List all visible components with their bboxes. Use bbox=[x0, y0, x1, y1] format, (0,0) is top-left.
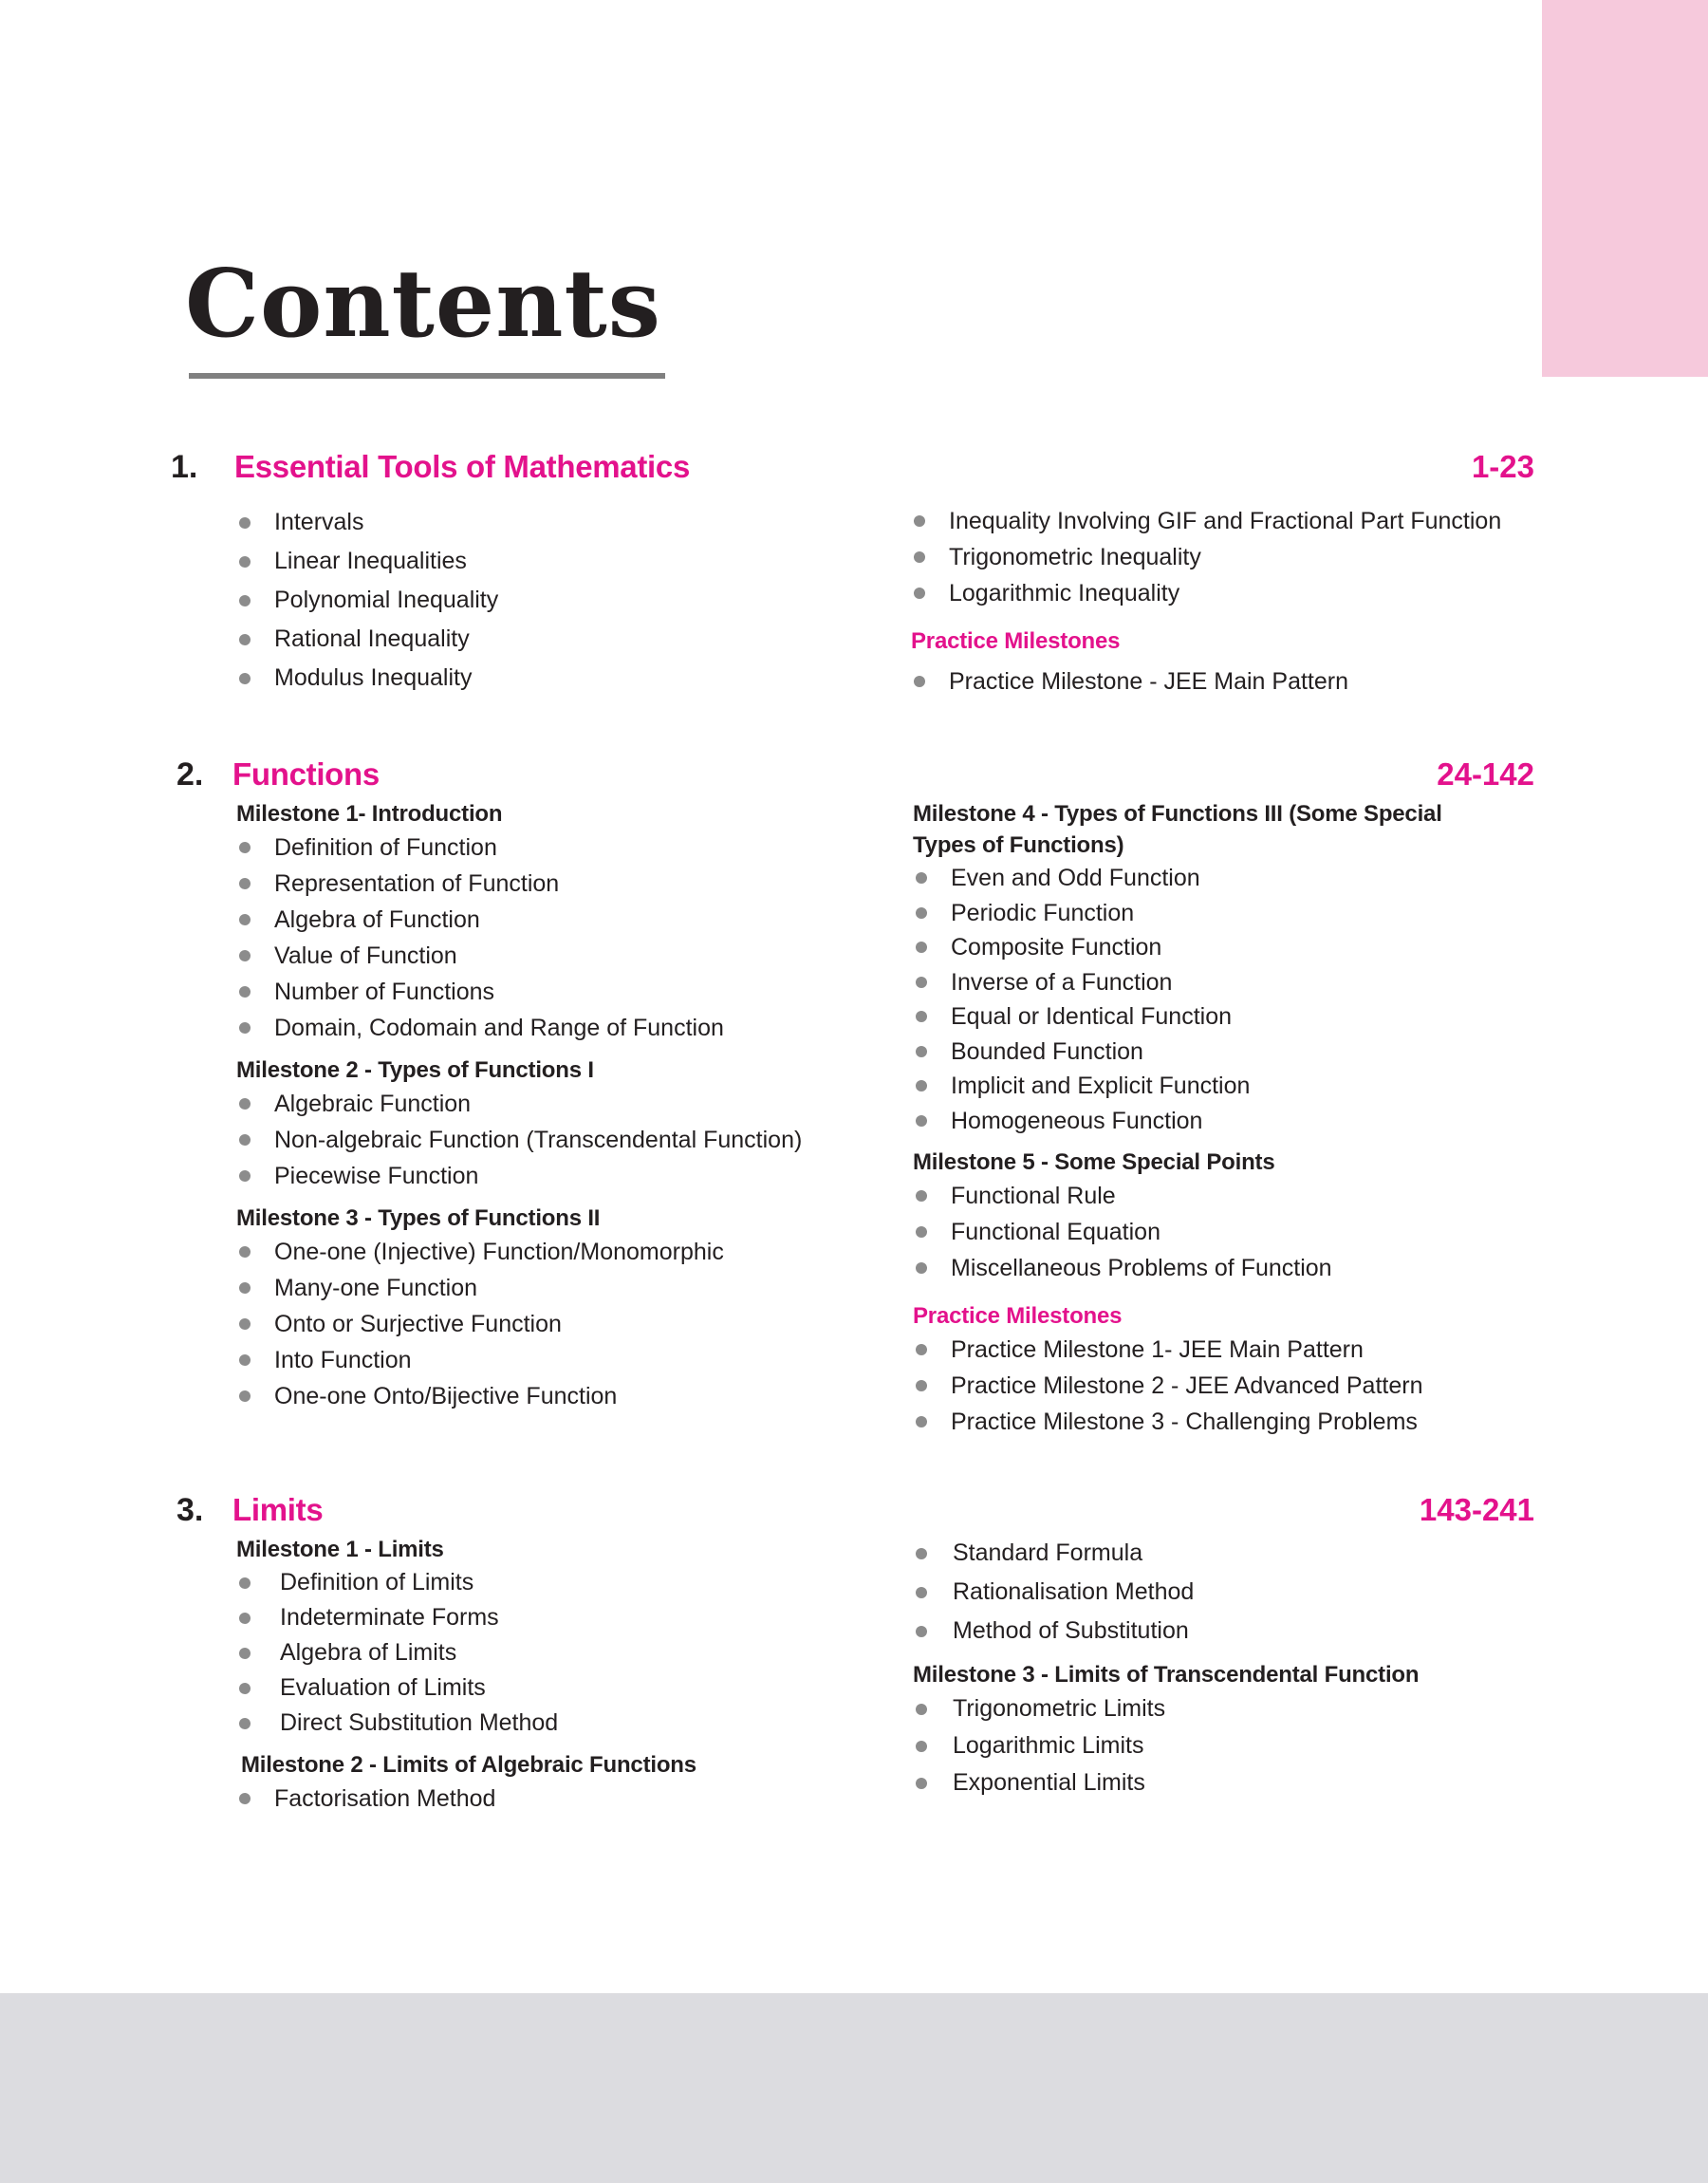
bullet-icon bbox=[916, 1416, 927, 1427]
bullet-icon bbox=[916, 907, 927, 919]
bullet-icon bbox=[916, 1011, 927, 1022]
toc-item[interactable]: One-one Onto/Bijective Function bbox=[236, 1378, 882, 1414]
milestone-heading: Milestone 3 - Limits of Transcendental Function bbox=[913, 1662, 1420, 1688]
bullet-icon bbox=[916, 1115, 927, 1127]
toc-item[interactable]: Polynomial Inequality bbox=[236, 581, 853, 620]
toc-item[interactable]: Logarithmic Inequality bbox=[911, 575, 1537, 611]
bullet-icon bbox=[239, 1246, 251, 1258]
toc-item[interactable]: Factorisation Method bbox=[236, 1781, 882, 1817]
chapter-page-range: 143-241 bbox=[1419, 1492, 1534, 1527]
chapter-2-right-column bbox=[913, 798, 1539, 1440]
bullet-icon bbox=[239, 1318, 251, 1330]
bullet-icon bbox=[239, 950, 251, 961]
toc-item[interactable]: Trigonometric Limits bbox=[913, 1690, 1539, 1727]
toc-item[interactable]: Modulus Inequality bbox=[236, 659, 853, 698]
chapter-number: 1. bbox=[171, 449, 198, 485]
milestone-heading: Milestone 1- Introduction bbox=[236, 801, 503, 827]
chapter-title: Limits bbox=[232, 1492, 324, 1527]
toc-item[interactable]: Intervals bbox=[236, 503, 853, 542]
chapter-1-right-column bbox=[911, 503, 1537, 700]
milestone-heading: Milestone 1 - Limits bbox=[236, 1537, 444, 1562]
toc-item[interactable]: Algebra of Function bbox=[236, 902, 882, 938]
bullet-icon bbox=[239, 914, 251, 925]
chapter-number: 2. bbox=[176, 756, 204, 793]
bullet-icon bbox=[914, 588, 925, 599]
toc-item[interactable]: Evaluation of Limits bbox=[236, 1670, 882, 1706]
bullet-icon bbox=[916, 1190, 927, 1202]
milestone-heading-line: Types of Functions) bbox=[913, 832, 1124, 858]
bullet-icon bbox=[239, 1718, 251, 1729]
toc-item[interactable]: Bounded Function bbox=[913, 1035, 1539, 1070]
bullet-icon bbox=[916, 1548, 927, 1559]
toc-item[interactable]: Rationalisation Method bbox=[913, 1573, 1539, 1612]
toc-item[interactable]: Domain, Codomain and Range of Function bbox=[236, 1010, 882, 1046]
corner-tab bbox=[1542, 0, 1708, 377]
toc-item[interactable]: Into Function bbox=[236, 1342, 882, 1378]
chapter-title: Functions bbox=[232, 756, 380, 792]
toc-item[interactable]: Exponential Limits bbox=[913, 1764, 1539, 1801]
toc-item[interactable]: Algebra of Limits bbox=[236, 1635, 882, 1670]
bullet-icon bbox=[914, 676, 925, 687]
bullet-icon bbox=[239, 1098, 251, 1110]
bullet-icon bbox=[916, 872, 927, 884]
bullet-icon bbox=[916, 942, 927, 953]
bullet-icon bbox=[239, 634, 251, 645]
bullet-icon bbox=[239, 595, 251, 606]
chapter-3-header[interactable] bbox=[0, 1486, 1708, 1534]
bullet-icon bbox=[239, 1282, 251, 1294]
milestone-heading-line: Milestone 4 - Types of Functions III (Some Special bbox=[913, 801, 1442, 827]
bullet-icon bbox=[916, 1704, 927, 1715]
toc-item[interactable]: Practice Milestone 3 - Challenging Problems bbox=[913, 1404, 1539, 1440]
bullet-icon bbox=[914, 551, 925, 563]
toc-item[interactable]: Rational Inequality bbox=[236, 620, 853, 659]
toc-item[interactable]: Functional Equation bbox=[913, 1214, 1539, 1250]
toc-item[interactable]: Representation of Function bbox=[236, 866, 882, 902]
bullet-icon bbox=[916, 1626, 927, 1637]
bullet-icon bbox=[916, 1741, 927, 1752]
bullet-icon bbox=[239, 517, 251, 529]
bullet-icon bbox=[239, 1613, 251, 1624]
toc-item[interactable]: Number of Functions bbox=[236, 974, 882, 1010]
toc-item[interactable]: Algebraic Function bbox=[236, 1086, 882, 1122]
milestone-heading: Milestone 2 - Limits of Algebraic Functions bbox=[241, 1752, 696, 1778]
bullet-icon bbox=[239, 1683, 251, 1694]
toc-item[interactable]: Composite Function bbox=[913, 930, 1539, 965]
bullet-icon bbox=[914, 515, 925, 527]
toc-item[interactable]: Definition of Limits bbox=[236, 1565, 882, 1600]
toc-item[interactable]: Non-algebraic Function (Transcendental Function) bbox=[236, 1122, 882, 1158]
toc-item[interactable]: Miscellaneous Problems of Function bbox=[913, 1250, 1539, 1286]
bullet-icon bbox=[239, 842, 251, 853]
toc-item[interactable]: Piecewise Function bbox=[236, 1158, 882, 1194]
chapter-title: Essential Tools of Mathematics bbox=[234, 449, 691, 484]
practice-milestones-heading: Practice Milestones bbox=[913, 1303, 1123, 1329]
bullet-icon bbox=[239, 1648, 251, 1659]
toc-item[interactable]: One-one (Injective) Function/Monomorphic bbox=[236, 1234, 882, 1270]
milestone-heading: Milestone 2 - Types of Functions I bbox=[236, 1057, 594, 1083]
toc-item[interactable]: Homogeneous Function bbox=[913, 1104, 1539, 1139]
chapter-page-range: 1-23 bbox=[1471, 449, 1534, 484]
bullet-icon bbox=[916, 1380, 927, 1391]
bullet-icon bbox=[916, 977, 927, 988]
bullet-icon bbox=[239, 673, 251, 684]
chapter-3-left-column bbox=[236, 1534, 882, 1817]
bullet-icon bbox=[239, 1793, 251, 1804]
bullet-icon bbox=[239, 1354, 251, 1366]
bullet-icon bbox=[239, 986, 251, 998]
bullet-icon bbox=[239, 878, 251, 889]
bullet-icon bbox=[239, 1134, 251, 1146]
chapter-number: 3. bbox=[176, 1492, 204, 1528]
bullet-icon bbox=[916, 1778, 927, 1789]
toc-item[interactable]: Practice Milestone 2 - JEE Advanced Pattern bbox=[913, 1368, 1539, 1404]
toc-item[interactable]: Linear Inequalities bbox=[236, 542, 853, 581]
toc-item[interactable]: Method of Substitution bbox=[913, 1612, 1539, 1651]
bullet-icon bbox=[239, 1022, 251, 1034]
bullet-icon bbox=[239, 1577, 251, 1589]
toc-item[interactable]: Many-one Function bbox=[236, 1270, 882, 1306]
title-underline bbox=[189, 373, 665, 379]
toc-item[interactable]: Definition of Function bbox=[236, 830, 882, 866]
toc-item[interactable]: Inverse of a Function bbox=[913, 965, 1539, 1000]
toc-item[interactable]: Even and Odd Function bbox=[913, 861, 1539, 896]
toc-item[interactable]: Equal or Identical Function bbox=[913, 999, 1539, 1035]
chapter-2-left-column bbox=[236, 798, 882, 1414]
toc-item[interactable]: Implicit and Explicit Function bbox=[913, 1069, 1539, 1104]
bullet-icon bbox=[916, 1080, 927, 1092]
toc-item[interactable]: Practice Milestone 1- JEE Main Pattern bbox=[913, 1332, 1539, 1368]
chapter-page-range: 24-142 bbox=[1437, 756, 1534, 792]
chapter-2-header[interactable] bbox=[0, 751, 1708, 798]
chapter-1-left-column bbox=[236, 503, 853, 698]
bullet-icon bbox=[239, 556, 251, 568]
practice-milestones-heading: Practice Milestones bbox=[911, 628, 1121, 654]
bullet-icon bbox=[916, 1587, 927, 1598]
toc-item[interactable]: Value of Function bbox=[236, 938, 882, 974]
toc-item[interactable]: Periodic Function bbox=[913, 896, 1539, 931]
toc-item[interactable]: Indeterminate Forms bbox=[236, 1600, 882, 1635]
toc-item[interactable]: Onto or Surjective Function bbox=[236, 1306, 882, 1342]
bullet-icon bbox=[239, 1390, 251, 1402]
toc-item[interactable]: Trigonometric Inequality bbox=[911, 539, 1537, 575]
bullet-icon bbox=[916, 1046, 927, 1057]
toc-item[interactable]: Direct Substitution Method bbox=[236, 1706, 882, 1741]
chapter-1-header[interactable] bbox=[0, 443, 1708, 491]
milestone-heading bbox=[913, 798, 1539, 861]
toc-item[interactable]: Functional Rule bbox=[913, 1178, 1539, 1214]
bullet-icon bbox=[239, 1170, 251, 1182]
milestone-heading: Milestone 5 - Some Special Points bbox=[913, 1149, 1275, 1175]
bullet-icon bbox=[916, 1226, 927, 1238]
milestone-heading: Milestone 3 - Types of Functions II bbox=[236, 1205, 601, 1231]
chapter-3-right-column bbox=[913, 1534, 1539, 1801]
footer-band bbox=[0, 1993, 1708, 2183]
toc-item[interactable]: Practice Milestone - JEE Main Pattern bbox=[911, 663, 1537, 700]
toc-item[interactable]: Logarithmic Limits bbox=[913, 1727, 1539, 1764]
toc-item[interactable]: Standard Formula bbox=[913, 1534, 1539, 1573]
page-title: Contents bbox=[185, 250, 661, 359]
bullet-icon bbox=[916, 1344, 927, 1355]
toc-item[interactable]: Inequality Involving GIF and Fractional Part Function bbox=[911, 503, 1537, 539]
bullet-icon bbox=[916, 1262, 927, 1274]
